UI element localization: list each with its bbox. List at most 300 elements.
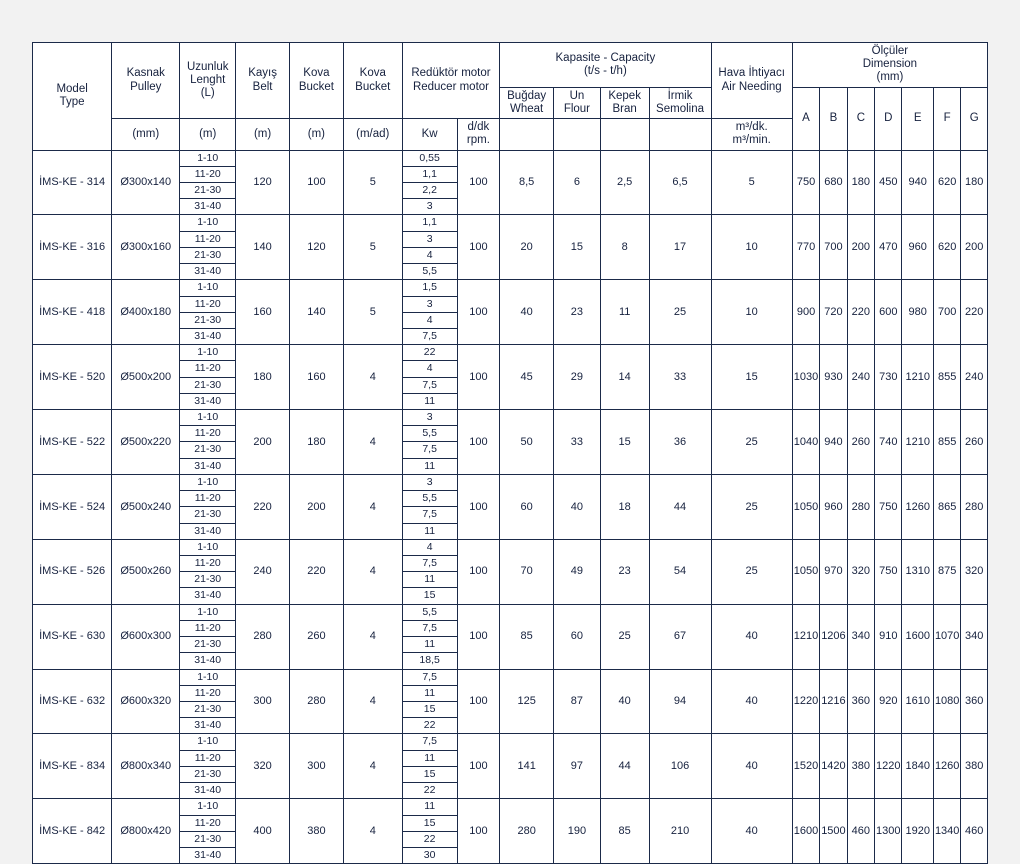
header-bucket <box>289 43 343 119</box>
cell-dim-f: 1080 <box>933 669 960 734</box>
cell-belt: 120 <box>236 150 290 215</box>
cell-kw <box>402 734 457 799</box>
cell-length <box>180 539 236 604</box>
cell-wheat: 85 <box>500 604 554 669</box>
header-semolina-line2: Semolina <box>656 102 704 115</box>
cell-wheat: 50 <box>500 410 554 475</box>
cell-length-item: 31-40 <box>194 329 222 342</box>
cell-kw-item: 4 <box>403 540 457 556</box>
cell-kw-item: 7,5 <box>403 378 457 394</box>
header-bucket-line1: Kova <box>303 67 330 80</box>
cell-semolina: 44 <box>649 474 711 539</box>
cell-length-item: 11-20 <box>180 232 235 248</box>
cell-wheat: 70 <box>500 539 554 604</box>
cell-model: İMS-KE - 316 <box>33 215 112 280</box>
cell-dim-f: 855 <box>933 410 960 475</box>
cell-semolina: 54 <box>649 539 711 604</box>
table-row <box>33 215 988 280</box>
cell-length <box>180 474 236 539</box>
cell-dim-d: 750 <box>875 539 902 604</box>
cell-dim-g: 360 <box>961 669 988 734</box>
cell-semolina: 17 <box>649 215 711 280</box>
header-bran-line1: Kepek <box>608 89 641 102</box>
cell-bran: 23 <box>600 539 649 604</box>
cell-kw-item: 11 <box>424 524 436 537</box>
cell-pulley: Ø600x320 <box>112 669 180 734</box>
cell-kw-item: 7,5 <box>403 621 457 637</box>
cell-kw-item: 22 <box>423 784 436 797</box>
cell-dim-b: 1206 <box>820 604 847 669</box>
cell-belt: 240 <box>236 539 290 604</box>
cell-air: 25 <box>711 474 792 539</box>
cell-semolina: 210 <box>649 799 711 864</box>
cell-dim-a: 1030 <box>792 345 819 410</box>
cell-air: 40 <box>711 799 792 864</box>
cell-rpm: 100 <box>457 604 500 669</box>
cell-length <box>180 150 236 215</box>
cell-dim-c: 180 <box>847 150 874 215</box>
cell-dim-f: 855 <box>933 345 960 410</box>
cell-pulley: Ø500x220 <box>112 410 180 475</box>
header-bran-line2: Bran <box>612 102 637 115</box>
cell-air: 25 <box>711 539 792 604</box>
header-wheat-line2: Wheat <box>510 102 544 115</box>
cell-pulley: Ø800x340 <box>112 734 180 799</box>
cell-dim-a: 1050 <box>792 474 819 539</box>
header-flour <box>554 87 601 118</box>
header-wheat <box>500 87 554 118</box>
cell-semolina: 67 <box>649 604 711 669</box>
cell-dim-d: 1220 <box>875 734 902 799</box>
cell-length-item: 1-10 <box>180 151 235 167</box>
cell-length <box>180 215 236 280</box>
cell-kw-item: 1,1 <box>403 215 457 231</box>
header-rpm <box>457 119 500 150</box>
cell-flour: 40 <box>554 474 601 539</box>
cell-length-item: 1-10 <box>180 215 235 231</box>
cell-bucket-per: 4 <box>343 799 402 864</box>
cell-bran: 18 <box>600 474 649 539</box>
cell-bucket-per: 4 <box>343 345 402 410</box>
cell-kw-item: 3 <box>403 475 457 491</box>
header-air-needing <box>711 43 792 119</box>
cell-belt: 160 <box>236 280 290 345</box>
cell-dim-b: 1420 <box>820 734 847 799</box>
table-row <box>33 604 988 669</box>
cell-air: 15 <box>711 345 792 410</box>
cell-dim-c: 380 <box>847 734 874 799</box>
cell-dim-c: 360 <box>847 669 874 734</box>
cell-kw <box>402 539 457 604</box>
cell-kw-item: 7,5 <box>403 507 457 523</box>
header-dim-e: E <box>902 87 933 150</box>
table-row <box>33 150 988 215</box>
cell-dim-f: 620 <box>933 150 960 215</box>
cell-kw-item: 11 <box>403 637 457 653</box>
cell-wheat: 60 <box>500 474 554 539</box>
cell-pulley: Ø300x140 <box>112 150 180 215</box>
cell-dim-e: 1610 <box>902 669 933 734</box>
header-pulley-line1: Kasnak <box>126 67 165 80</box>
cell-kw-item: 11 <box>403 686 457 702</box>
cell-air: 40 <box>711 734 792 799</box>
cell-kw-item: 11 <box>403 751 457 767</box>
cell-rpm: 100 <box>457 539 500 604</box>
cell-bucket: 220 <box>289 539 343 604</box>
header-flour-line1: Un <box>569 89 585 102</box>
cell-bucket: 160 <box>289 345 343 410</box>
cell-kw <box>402 669 457 734</box>
header-air-unit <box>711 119 792 150</box>
cell-bucket: 120 <box>289 215 343 280</box>
cell-dim-d: 740 <box>875 410 902 475</box>
cell-length <box>180 734 236 799</box>
cell-bucket: 260 <box>289 604 343 669</box>
header-dimension-line2: Dimension <box>862 58 918 71</box>
header-length <box>180 43 236 119</box>
header-model-line1: Model <box>56 83 88 96</box>
header-air-unit-line2: m³/min. <box>732 134 771 147</box>
cell-kw-item: 4 <box>403 248 457 264</box>
cell-kw-item: 11 <box>424 459 436 472</box>
cell-air: 5 <box>711 150 792 215</box>
cell-bucket: 100 <box>289 150 343 215</box>
cell-dim-a: 1220 <box>792 669 819 734</box>
cell-dim-c: 200 <box>847 215 874 280</box>
table-row <box>33 345 988 410</box>
cell-kw-item: 1,5 <box>403 280 457 296</box>
cell-bran: 14 <box>600 345 649 410</box>
cell-belt: 320 <box>236 734 290 799</box>
cell-length-item: 21-30 <box>180 183 235 199</box>
cell-length-item: 11-20 <box>180 686 235 702</box>
header-dim-d: D <box>875 87 902 150</box>
cell-belt: 400 <box>236 799 290 864</box>
cell-kw-item: 7,5 <box>403 442 457 458</box>
cell-length-item: 1-10 <box>180 345 235 361</box>
cell-kw-item: 4 <box>403 361 457 377</box>
cell-dim-d: 600 <box>875 280 902 345</box>
cell-flour: 23 <box>554 280 601 345</box>
cell-flour: 29 <box>554 345 601 410</box>
cell-dim-e: 1210 <box>902 410 933 475</box>
cell-length-item: 1-10 <box>180 670 235 686</box>
header-belt <box>236 43 290 119</box>
cell-bucket-per: 4 <box>343 410 402 475</box>
cell-length-item: 1-10 <box>180 605 235 621</box>
cell-dim-d: 730 <box>875 345 902 410</box>
cell-dim-e: 980 <box>902 280 933 345</box>
cell-flour: 60 <box>554 604 601 669</box>
cell-air: 10 <box>711 280 792 345</box>
cell-model: İMS-KE - 520 <box>33 345 112 410</box>
cell-dim-e: 940 <box>902 150 933 215</box>
cell-wheat: 280 <box>500 799 554 864</box>
cell-bucket-per: 4 <box>343 539 402 604</box>
cell-semolina: 36 <box>649 410 711 475</box>
cell-length-item: 11-20 <box>180 816 235 832</box>
cell-length-item: 1-10 <box>180 280 235 296</box>
cell-kw-item: 15 <box>403 816 457 832</box>
cell-rpm: 100 <box>457 669 500 734</box>
cell-dim-g: 280 <box>961 474 988 539</box>
cell-length-item: 1-10 <box>180 410 235 426</box>
cell-bucket: 300 <box>289 734 343 799</box>
header-bucket-unit: (m) <box>289 119 343 150</box>
cell-kw-item: 22 <box>423 719 436 732</box>
cell-dim-a: 750 <box>792 150 819 215</box>
header-bran-unit <box>600 119 649 150</box>
header-belt-unit: (m) <box>236 119 290 150</box>
cell-bran: 25 <box>600 604 649 669</box>
cell-length <box>180 669 236 734</box>
cell-length-item: 31-40 <box>194 784 222 797</box>
cell-semolina: 6,5 <box>649 150 711 215</box>
cell-bran: 8 <box>600 215 649 280</box>
table-row <box>33 410 988 475</box>
header-length-unit: (m) <box>180 119 236 150</box>
cell-length-item: 11-20 <box>180 621 235 637</box>
cell-belt: 140 <box>236 215 290 280</box>
header-belt-line1: Kayış <box>248 67 277 80</box>
header-pulley <box>112 43 180 119</box>
cell-kw <box>402 799 457 864</box>
cell-bucket-per: 4 <box>343 734 402 799</box>
cell-length-item: 21-30 <box>180 767 235 783</box>
cell-semolina: 94 <box>649 669 711 734</box>
table-row <box>33 734 988 799</box>
cell-bran: 11 <box>600 280 649 345</box>
cell-dim-g: 220 <box>961 280 988 345</box>
cell-flour: 33 <box>554 410 601 475</box>
cell-dim-d: 750 <box>875 474 902 539</box>
cell-flour: 15 <box>554 215 601 280</box>
cell-length-item: 21-30 <box>180 572 235 588</box>
cell-belt: 180 <box>236 345 290 410</box>
cell-dim-e: 1600 <box>902 604 933 669</box>
cell-pulley: Ø300x160 <box>112 215 180 280</box>
cell-length-item: 21-30 <box>180 702 235 718</box>
cell-pulley: Ø500x260 <box>112 539 180 604</box>
cell-kw-item: 3 <box>403 232 457 248</box>
header-bucket-per <box>343 43 402 119</box>
cell-wheat: 141 <box>500 734 554 799</box>
cell-kw-item: 11 <box>424 394 436 407</box>
header-dimension-unit: (mm) <box>876 71 904 84</box>
header-air-line1: Hava İhtiyacı <box>718 67 785 80</box>
cell-length-item: 21-30 <box>180 637 235 653</box>
cell-length-item: 11-20 <box>180 167 235 183</box>
header-length-line2: Lenght <box>190 73 226 86</box>
cell-flour: 49 <box>554 539 601 604</box>
cell-belt: 300 <box>236 669 290 734</box>
header-dim-b: B <box>820 87 847 150</box>
cell-dim-a: 1600 <box>792 799 819 864</box>
cell-bucket: 280 <box>289 669 343 734</box>
cell-dim-b: 1500 <box>820 799 847 864</box>
cell-pulley: Ø500x240 <box>112 474 180 539</box>
cell-dim-d: 920 <box>875 669 902 734</box>
header-reducer-motor <box>402 43 500 119</box>
cell-dim-d: 470 <box>875 215 902 280</box>
cell-length <box>180 799 236 864</box>
cell-dim-a: 1050 <box>792 539 819 604</box>
header-dim-c: C <box>847 87 874 150</box>
cell-semolina: 25 <box>649 280 711 345</box>
table-body <box>33 150 988 864</box>
cell-bucket: 380 <box>289 799 343 864</box>
cell-rpm: 100 <box>457 799 500 864</box>
cell-kw-item: 5,5 <box>422 265 437 278</box>
header-bucket-line2: Bucket <box>298 80 334 93</box>
cell-belt: 200 <box>236 410 290 475</box>
cell-pulley: Ø800x420 <box>112 799 180 864</box>
cell-bucket: 180 <box>289 410 343 475</box>
cell-flour: 87 <box>554 669 601 734</box>
cell-rpm: 100 <box>457 280 500 345</box>
cell-length-item: 21-30 <box>180 248 235 264</box>
cell-kw-item: 11 <box>403 572 457 588</box>
cell-rpm: 100 <box>457 734 500 799</box>
cell-wheat: 8,5 <box>500 150 554 215</box>
cell-length-item: 11-20 <box>180 426 235 442</box>
header-air-unit-line1: m³/dk. <box>735 121 768 134</box>
cell-kw-item: 15 <box>403 702 457 718</box>
cell-kw-item: 0,55 <box>403 151 457 167</box>
cell-length <box>180 280 236 345</box>
cell-kw-item: 3 <box>403 297 457 313</box>
cell-dim-d: 450 <box>875 150 902 215</box>
header-bucket2-line2: Bucket <box>355 80 391 93</box>
header-capacity-line1: Kapasite - Capacity <box>555 51 656 64</box>
cell-bucket-per: 5 <box>343 215 402 280</box>
header-kw: Kw <box>402 119 457 150</box>
header-dimension-line1: Ölçüler <box>871 45 909 57</box>
cell-dim-a: 1520 <box>792 734 819 799</box>
cell-flour: 6 <box>554 150 601 215</box>
cell-dim-c: 220 <box>847 280 874 345</box>
cell-dim-a: 1210 <box>792 604 819 669</box>
cell-semolina: 106 <box>649 734 711 799</box>
cell-dim-g: 200 <box>961 215 988 280</box>
cell-dim-b: 680 <box>820 150 847 215</box>
cell-pulley: Ø600x300 <box>112 604 180 669</box>
cell-length-item: 31-40 <box>194 589 222 602</box>
cell-dim-c: 460 <box>847 799 874 864</box>
cell-kw-item: 7,5 <box>422 329 437 342</box>
cell-dim-e: 1920 <box>902 799 933 864</box>
header-flour-line2: Flour <box>563 102 591 115</box>
cell-dim-e: 1840 <box>902 734 933 799</box>
cell-length-item: 11-20 <box>180 556 235 572</box>
cell-dim-c: 320 <box>847 539 874 604</box>
cell-bran: 40 <box>600 669 649 734</box>
cell-model: İMS-KE - 418 <box>33 280 112 345</box>
header-wheat-unit <box>500 119 554 150</box>
cell-length-item: 31-40 <box>194 719 222 732</box>
cell-length-item: 21-30 <box>180 507 235 523</box>
cell-kw-item: 11 <box>403 799 457 815</box>
cell-kw <box>402 474 457 539</box>
cell-dim-c: 280 <box>847 474 874 539</box>
cell-rpm: 100 <box>457 345 500 410</box>
cell-kw-item: 7,5 <box>403 670 457 686</box>
cell-kw-item: 1,1 <box>403 167 457 183</box>
cell-dim-f: 620 <box>933 215 960 280</box>
cell-air: 10 <box>711 215 792 280</box>
cell-kw-item: 7,5 <box>403 734 457 750</box>
cell-dim-c: 240 <box>847 345 874 410</box>
cell-model: İMS-KE - 842 <box>33 799 112 864</box>
cell-dim-g: 180 <box>961 150 988 215</box>
cell-length-item: 31-40 <box>194 394 222 407</box>
cell-length-item: 31-40 <box>194 848 222 861</box>
cell-model: İMS-KE - 526 <box>33 539 112 604</box>
cell-dim-e: 1260 <box>902 474 933 539</box>
header-semolina-unit <box>649 119 711 150</box>
cell-dim-b: 1216 <box>820 669 847 734</box>
cell-dim-g: 380 <box>961 734 988 799</box>
cell-dim-g: 320 <box>961 539 988 604</box>
cell-bucket-per: 5 <box>343 280 402 345</box>
cell-bucket-per: 5 <box>343 150 402 215</box>
header-reducer-line1: Redüktör motor <box>411 67 491 80</box>
cell-bucket: 140 <box>289 280 343 345</box>
table-header <box>33 43 988 151</box>
cell-length-item: 11-20 <box>180 491 235 507</box>
cell-length-item: 21-30 <box>180 313 235 329</box>
cell-semolina: 33 <box>649 345 711 410</box>
cell-length <box>180 410 236 475</box>
cell-bran: 15 <box>600 410 649 475</box>
cell-kw <box>402 150 457 215</box>
cell-kw <box>402 604 457 669</box>
cell-rpm: 100 <box>457 150 500 215</box>
header-dim-g: G <box>961 87 988 150</box>
cell-kw-item: 15 <box>423 589 436 602</box>
header-row-1 <box>33 43 988 88</box>
cell-bran: 2,5 <box>600 150 649 215</box>
cell-length-item: 21-30 <box>180 832 235 848</box>
cell-rpm: 100 <box>457 474 500 539</box>
cell-dim-e: 1210 <box>902 345 933 410</box>
cell-kw-item: 15 <box>403 767 457 783</box>
cell-belt: 280 <box>236 604 290 669</box>
header-belt-line2: Belt <box>252 80 273 93</box>
cell-kw-item: 22 <box>403 832 457 848</box>
cell-length <box>180 604 236 669</box>
cell-wheat: 20 <box>500 215 554 280</box>
cell-kw-item: 22 <box>403 345 457 361</box>
table-row <box>33 280 988 345</box>
cell-length-item: 31-40 <box>194 265 222 278</box>
cell-dim-b: 930 <box>820 345 847 410</box>
cell-dim-f: 865 <box>933 474 960 539</box>
header-capacity-line2: (t/s - t/h) <box>583 64 627 77</box>
cell-pulley: Ø400x180 <box>112 280 180 345</box>
header-bran <box>600 87 649 118</box>
cell-length-item: 11-20 <box>180 361 235 377</box>
table-row <box>33 669 988 734</box>
specification-table <box>32 42 988 864</box>
header-pulley-unit: (mm) <box>112 119 180 150</box>
header-rpm-line1: d/dk <box>467 121 490 134</box>
cell-dim-f: 700 <box>933 280 960 345</box>
header-model <box>33 43 112 151</box>
cell-wheat: 40 <box>500 280 554 345</box>
header-air-line2: Air Needing <box>721 80 782 93</box>
cell-kw-item: 4 <box>403 313 457 329</box>
